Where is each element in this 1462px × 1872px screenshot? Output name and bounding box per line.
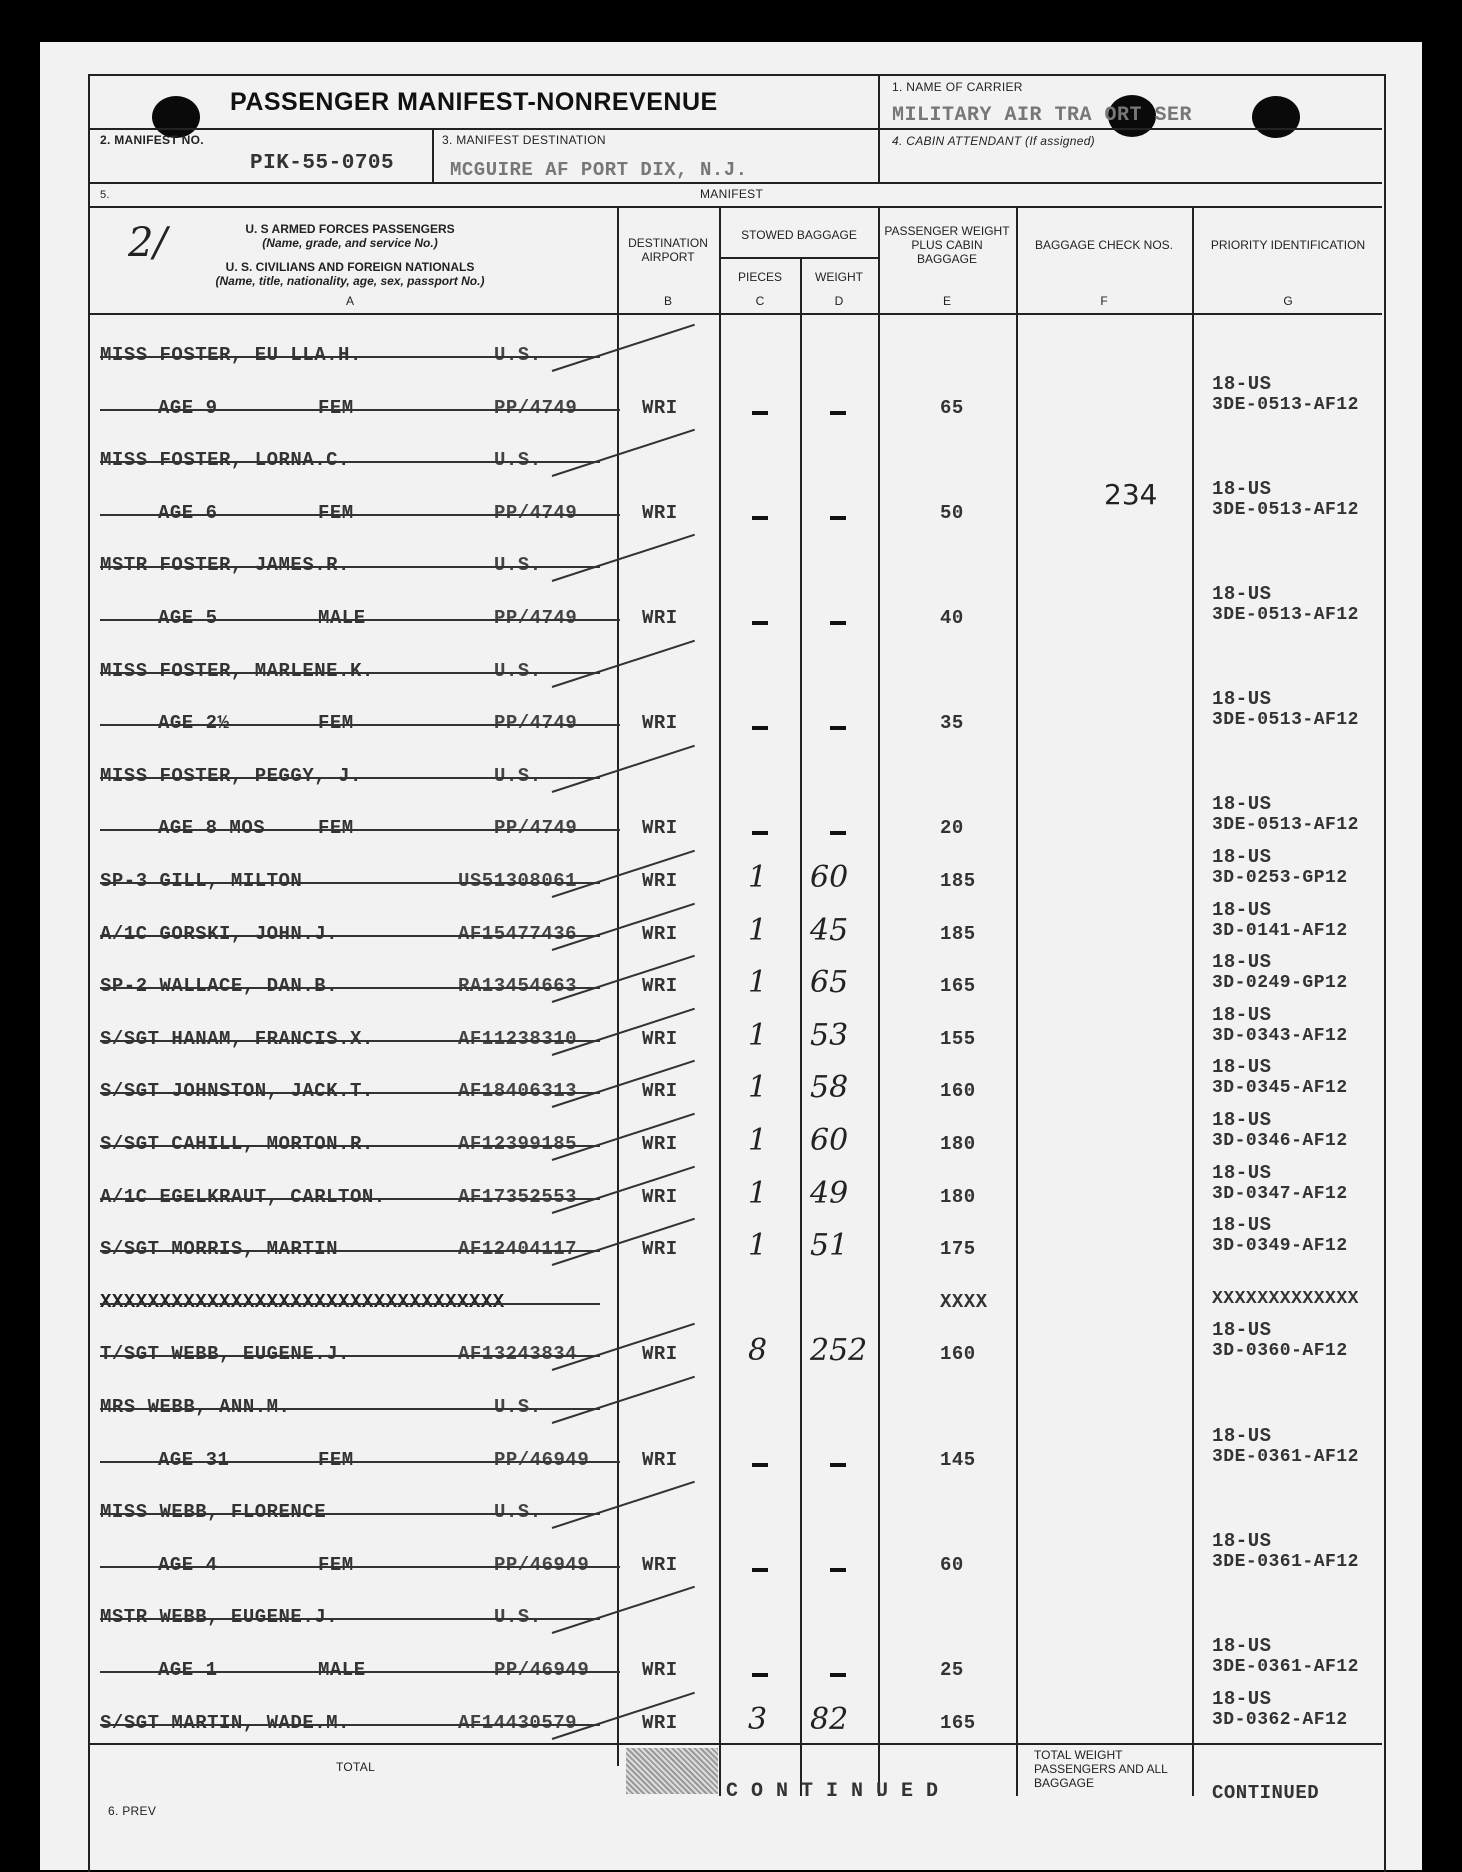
passenger-name: SP-3 GILL, MILTON — [100, 870, 303, 892]
strike-line — [100, 1145, 600, 1147]
pieces-value: 1 — [748, 860, 768, 895]
col-e-letter: E — [942, 294, 951, 308]
priority-line1: 18-US — [1212, 688, 1272, 710]
passenger-weight: 160 — [940, 1080, 976, 1102]
col-c-letter: C — [755, 294, 765, 308]
passenger-id: U.S. — [494, 765, 542, 787]
passenger-weight: 180 — [940, 1186, 976, 1208]
passenger-weight: 180 — [940, 1133, 976, 1155]
stowed-baggage-header: STOWED BAGGAGE — [741, 228, 857, 242]
priority-line1: 18-US — [1212, 1319, 1272, 1341]
passenger-name: AGE 2½ — [158, 712, 230, 734]
col-b-letter: B — [663, 294, 672, 308]
pieces-value: 3 — [748, 1702, 768, 1737]
weight-value: 252 — [810, 1333, 868, 1368]
passenger-weight: 25 — [940, 1659, 964, 1681]
weight-dash — [830, 831, 846, 835]
passenger-weight: 60 — [940, 1554, 964, 1576]
pieces-value: 8 — [748, 1333, 768, 1368]
destination-airport: WRI — [642, 1186, 678, 1208]
baggage-check-no: 234 — [1104, 478, 1158, 511]
passenger-name: AGE 6 — [158, 502, 218, 524]
strike-line — [100, 1355, 600, 1357]
passenger-id: U.S. — [494, 1606, 542, 1628]
col-f-letter: F — [1100, 294, 1108, 308]
weight-value: 65 — [810, 965, 849, 1000]
priority-line2: 3DE-0513-AF12 — [1212, 500, 1359, 520]
passenger-sex: FEM — [318, 1449, 354, 1471]
passenger-weight: 155 — [940, 1028, 976, 1050]
passenger-id: U.S. — [494, 344, 542, 366]
destination-airport: WRI — [642, 975, 678, 997]
passenger-sex: MALE — [318, 1659, 366, 1681]
pieces-value: 1 — [748, 913, 768, 948]
passenger-name: A/1C EGELKRAUT, CARLTON. — [100, 1186, 386, 1208]
section-6-label: 6. PREV — [108, 1804, 157, 1818]
pieces-dash — [752, 1673, 768, 1677]
destination-airport: WRI — [642, 1080, 678, 1102]
destination-airport: WRI — [642, 712, 678, 734]
priority-line1: 18-US — [1212, 1425, 1272, 1447]
destination-airport: WRI — [642, 502, 678, 524]
passenger-weight: 65 — [940, 397, 964, 419]
pieces-dash — [752, 621, 768, 625]
priority-line2: XXXXXXXXXXXXX — [1212, 1289, 1359, 1309]
passenger-name: A/1C GORSKI, JOHN.J. — [100, 923, 339, 945]
priority-line1: 18-US — [1212, 1688, 1272, 1710]
passenger-name: AGE 1 — [158, 1659, 218, 1681]
strike-line — [100, 724, 620, 726]
strike-line — [100, 1303, 600, 1305]
strike-line — [100, 829, 620, 831]
destination-airport: WRI — [642, 1554, 678, 1576]
strike-line — [100, 935, 600, 937]
priority-line2: 3D-0349-AF12 — [1212, 1236, 1348, 1256]
pieces-value: 1 — [748, 1176, 768, 1211]
passenger-name: MSTR WEBB, EUGENE.J. — [100, 1606, 339, 1628]
destination-airport: WRI — [642, 397, 678, 419]
priority-line2: 3D-0249-GP12 — [1212, 973, 1348, 993]
passenger-sex: FEM — [318, 817, 354, 839]
col-d-letter: D — [834, 294, 844, 308]
passenger-sex: FEM — [318, 1554, 354, 1576]
passenger-sex: FEM — [318, 712, 354, 734]
col-a-line4: (Name, title, nationality, age, sex, passport No.) — [215, 274, 485, 288]
weight-dash — [830, 411, 846, 415]
priority-line2: 3DE-0513-AF12 — [1212, 815, 1359, 835]
priority-line2: 3DE-0513-AF12 — [1212, 395, 1359, 415]
priority-line2: 3DE-0361-AF12 — [1212, 1447, 1359, 1467]
strike-line — [100, 1724, 600, 1726]
weight-dash — [830, 516, 846, 520]
destination-airport: WRI — [642, 817, 678, 839]
passenger-weight: 35 — [940, 712, 964, 734]
continued-text: C O N T I N U E D — [726, 1780, 939, 1803]
priority-line2: 3DE-0513-AF12 — [1212, 710, 1359, 730]
priority-line2: 3D-0346-AF12 — [1212, 1131, 1348, 1151]
passenger-id: U.S. — [494, 554, 542, 576]
passenger-id: AF14430579 — [458, 1712, 578, 1734]
strike-line — [100, 566, 600, 568]
col-b-header: DESTINATION AIRPORT — [628, 236, 708, 264]
passenger-name: S/SGT MARTIN, WADE.M. — [100, 1712, 350, 1734]
manifest-no-label: 2. MANIFEST NO. — [100, 133, 204, 147]
pieces-value: 1 — [748, 1070, 768, 1105]
passenger-name: XXXXXXXXXXXXXXXXXXXXXXXXXXXXXXXXXX — [100, 1291, 505, 1313]
passenger-weight: 185 — [940, 870, 976, 892]
strike-line — [100, 1671, 620, 1673]
passenger-weight: 165 — [940, 1712, 976, 1734]
strike-line — [100, 987, 600, 989]
passenger-name: AGE 8 MOS — [158, 817, 266, 839]
col-c-header: PIECES — [737, 270, 782, 284]
passenger-name: AGE 9 — [158, 397, 218, 419]
strike-line — [100, 882, 600, 884]
passenger-weight: 185 — [940, 923, 976, 945]
pieces-dash — [752, 1463, 768, 1467]
strike-line — [100, 1408, 600, 1410]
cabin-attendant-label: 4. CABIN ATTENDANT (If assigned) — [892, 134, 1095, 148]
strike-line — [100, 409, 620, 411]
col-d-header: WEIGHT — [815, 270, 863, 284]
col-a-line2: (Name, grade, and service No.) — [262, 236, 438, 250]
priority-line2: 3D-0347-AF12 — [1212, 1184, 1348, 1204]
priority-line2: 3D-0362-AF12 — [1212, 1710, 1348, 1730]
passenger-id: PP/4749 — [494, 397, 578, 419]
priority-line2: 3D-0141-AF12 — [1212, 921, 1348, 941]
passenger-id: AF12404117 — [458, 1238, 578, 1260]
col-a-line3: U. S. CIVILIANS AND FOREIGN NATIONALS — [225, 260, 475, 274]
passenger-id: U.S. — [494, 449, 542, 471]
strike-line — [100, 619, 620, 621]
priority-line2: 3DE-0361-AF12 — [1212, 1657, 1359, 1677]
priority-line1: 18-US — [1212, 793, 1272, 815]
weight-dash — [830, 621, 846, 625]
passenger-id: RA13454663 — [458, 975, 578, 997]
passenger-name: AGE 4 — [158, 1554, 218, 1576]
passenger-sex: FEM — [318, 397, 354, 419]
passenger-name: MISS FOSTER, PEGGY, J. — [100, 765, 362, 787]
destination-airport: WRI — [642, 1028, 678, 1050]
total-label: TOTAL — [336, 1760, 376, 1774]
passenger-id: PP/4749 — [494, 817, 578, 839]
passenger-name: AGE 5 — [158, 607, 218, 629]
passenger-id: U.S. — [494, 660, 542, 682]
passenger-id: US51308061 — [458, 870, 578, 892]
section-5-label: 5. — [100, 189, 110, 201]
destination-airport: WRI — [642, 1343, 678, 1365]
col-a-letter: A — [345, 294, 354, 308]
passenger-name: MSTR FOSTER, JAMES.R. — [100, 554, 350, 576]
passenger-sex: MALE — [318, 607, 366, 629]
passenger-weight: 20 — [940, 817, 964, 839]
passenger-name: S/SGT JOHNSTON, JACK.T. — [100, 1080, 374, 1102]
continued-g: CONTINUED — [1212, 1782, 1320, 1804]
passenger-id: AF18406313 — [458, 1080, 578, 1102]
col-g-header: PRIORITY IDENTIFICATION — [1210, 238, 1366, 252]
passenger-name: MISS FOSTER, LORNA.C. — [100, 449, 350, 471]
passenger-id: AF11238310 — [458, 1028, 578, 1050]
pieces-dash — [752, 1568, 768, 1572]
priority-line1: 18-US — [1212, 1635, 1272, 1657]
destination-airport: WRI — [642, 1712, 678, 1734]
passenger-name: MISS FOSTER, EU LLA.H. — [100, 344, 362, 366]
strike-line — [100, 777, 600, 779]
handwritten-mark: 2/ — [128, 220, 167, 266]
pieces-dash — [752, 411, 768, 415]
destination-airport: WRI — [642, 923, 678, 945]
priority-line2: 3DE-0361-AF12 — [1212, 1552, 1359, 1572]
passenger-name: MISS FOSTER, MARLENE.K. — [100, 660, 374, 682]
weight-value: 53 — [810, 1018, 849, 1053]
strike-line — [100, 1566, 620, 1568]
strike-line — [100, 1461, 620, 1463]
pieces-value: 1 — [748, 965, 768, 1000]
passenger-name: T/SGT WEBB, EUGENE.J. — [100, 1343, 350, 1365]
strike-line — [100, 1040, 600, 1042]
form-title: PASSENGER MANIFEST-NONREVENUE — [230, 88, 718, 116]
weight-dash — [830, 1673, 846, 1677]
priority-line1: 18-US — [1212, 478, 1272, 500]
passenger-name: MRS WEBB, ANN.M. — [100, 1396, 291, 1418]
passenger-weight: XXXX — [940, 1291, 988, 1313]
priority-line1: 18-US — [1212, 899, 1272, 921]
col-e-header: PASSENGER WEIGHT PLUS CABIN BAGGAGE — [884, 224, 1010, 266]
priority-line1: 18-US — [1212, 1056, 1272, 1078]
col-g-letter: G — [1283, 294, 1293, 308]
priority-line1: 18-US — [1212, 1530, 1272, 1552]
priority-line1: 18-US — [1212, 846, 1272, 868]
strike-line — [100, 1618, 600, 1620]
total-weight-label: TOTAL WEIGHT PASSENGERS AND ALL BAGGAGE — [1034, 1748, 1168, 1790]
passenger-id: AF12399185 — [458, 1133, 578, 1155]
passenger-name: S/SGT MORRIS, MARTIN — [100, 1238, 339, 1260]
passenger-weight: 40 — [940, 607, 964, 629]
col-f-header: BAGGAGE CHECK NOS. — [1034, 238, 1174, 252]
col-a-line1: U. S ARMED FORCES PASSENGERS — [245, 222, 455, 236]
passenger-name: AGE 31 — [158, 1449, 230, 1471]
destination-value: MCGUIRE AF PORT DIX, N.J. — [450, 159, 748, 181]
weight-value: 49 — [810, 1176, 849, 1211]
strike-line — [100, 1250, 600, 1252]
weight-value: 51 — [810, 1228, 849, 1263]
strike-line — [100, 514, 620, 516]
priority-line2: 3D-0343-AF12 — [1212, 1026, 1348, 1046]
passenger-weight: 145 — [940, 1449, 976, 1471]
priority-line1: 18-US — [1212, 1162, 1272, 1184]
pieces-dash — [752, 831, 768, 835]
strike-line — [100, 1198, 600, 1200]
passenger-id: AF13243834 — [458, 1343, 578, 1365]
strike-line — [100, 1513, 600, 1515]
passenger-weight: 160 — [940, 1343, 976, 1365]
pieces-value: 1 — [748, 1123, 768, 1158]
destination-airport: WRI — [642, 607, 678, 629]
passenger-id: AF15477436 — [458, 923, 578, 945]
priority-line1: 18-US — [1212, 583, 1272, 605]
weight-dash — [830, 1463, 846, 1467]
total-hatch — [626, 1748, 718, 1794]
priority-line2: 3D-0253-GP12 — [1212, 868, 1348, 888]
weight-value: 58 — [810, 1070, 849, 1105]
priority-line1: 18-US — [1212, 951, 1272, 973]
passenger-id: U.S. — [494, 1501, 542, 1523]
passenger-id: PP/4749 — [494, 712, 578, 734]
priority-line1: 18-US — [1212, 1004, 1272, 1026]
passenger-name: MISS WEBB, FLORENCE — [100, 1501, 327, 1523]
strike-line — [100, 672, 600, 674]
weight-value: 45 — [810, 913, 849, 948]
priority-line1: 18-US — [1212, 1214, 1272, 1236]
pieces-dash — [752, 726, 768, 730]
destination-airport: WRI — [642, 1238, 678, 1260]
pieces-value: 1 — [748, 1018, 768, 1053]
passenger-name: SP-2 WALLACE, DAN.B. — [100, 975, 339, 997]
weight-value: 60 — [810, 1123, 849, 1158]
passenger-weight: 165 — [940, 975, 976, 997]
strike-line — [100, 461, 600, 463]
passenger-id: U.S. — [494, 1396, 542, 1418]
carrier-value: MILITARY AIR TRA ORT SER — [892, 104, 1193, 127]
manifest-label: MANIFEST — [700, 187, 764, 201]
passenger-id: PP/46949 — [494, 1449, 590, 1471]
pieces-value: 1 — [748, 1228, 768, 1263]
priority-line2: 3DE-0513-AF12 — [1212, 605, 1359, 625]
carrier-label: 1. NAME OF CARRIER — [892, 80, 1023, 94]
weight-dash — [830, 1568, 846, 1572]
weight-value: 82 — [810, 1702, 849, 1737]
priority-line1: 18-US — [1212, 1109, 1272, 1131]
pieces-dash — [752, 516, 768, 520]
destination-airport: WRI — [642, 870, 678, 892]
destination-airport: WRI — [642, 1449, 678, 1471]
passenger-id: PP/4749 — [494, 607, 578, 629]
passenger-weight: 50 — [940, 502, 964, 524]
priority-line2: 3D-0360-AF12 — [1212, 1341, 1348, 1361]
priority-line2: 3D-0345-AF12 — [1212, 1078, 1348, 1098]
passenger-id: AF17352553 — [458, 1186, 578, 1208]
passenger-id: PP/4749 — [494, 502, 578, 524]
passenger-name: S/SGT HANAM, FRANCIS.X. — [100, 1028, 374, 1050]
strike-line — [100, 1092, 600, 1094]
passenger-sex: FEM — [318, 502, 354, 524]
passenger-name: S/SGT CAHILL, MORTON.R. — [100, 1133, 374, 1155]
weight-dash — [830, 726, 846, 730]
priority-line1: 18-US — [1212, 373, 1272, 395]
manifest-no-value: PIK-55-0705 — [250, 152, 395, 175]
destination-label: 3. MANIFEST DESTINATION — [442, 133, 606, 147]
passenger-id: PP/46949 — [494, 1554, 590, 1576]
destination-airport: WRI — [642, 1659, 678, 1681]
passenger-weight: 175 — [940, 1238, 976, 1260]
weight-value: 60 — [810, 860, 849, 895]
destination-airport: WRI — [642, 1133, 678, 1155]
strike-line — [100, 356, 600, 358]
passenger-id: PP/46949 — [494, 1659, 590, 1681]
